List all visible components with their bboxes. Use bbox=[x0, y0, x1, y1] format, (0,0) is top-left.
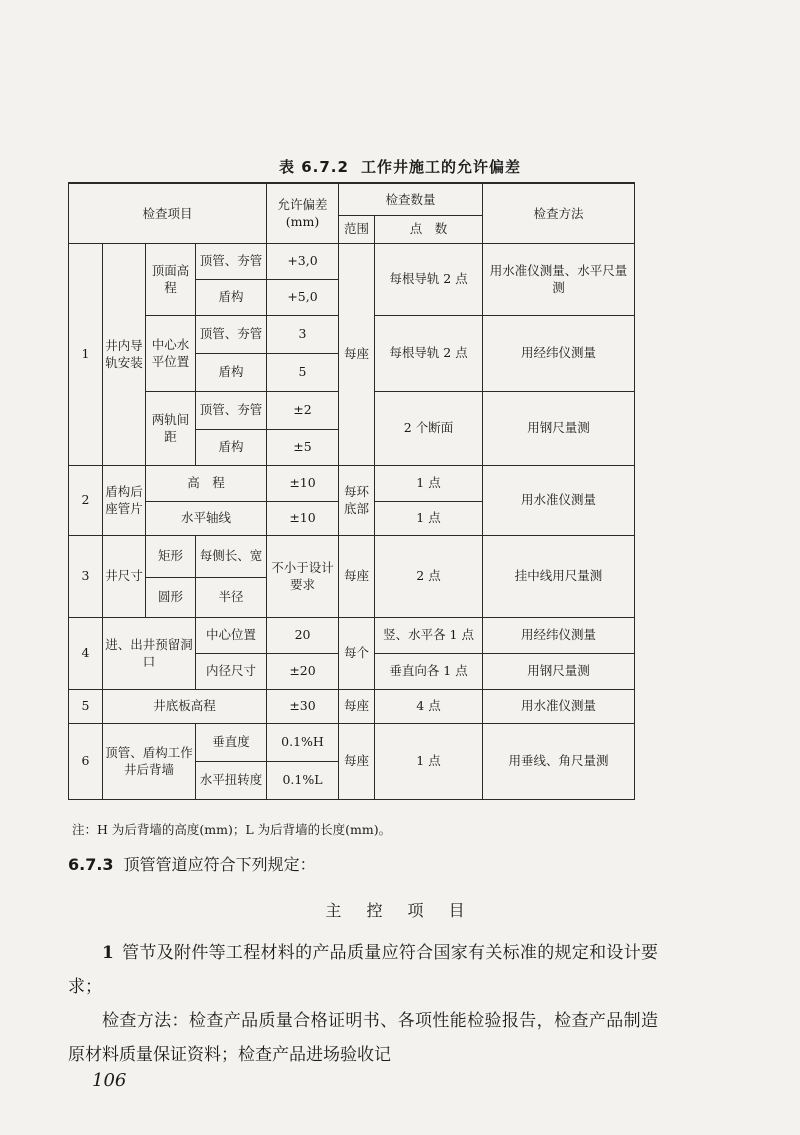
row2-points1: 1 点 bbox=[375, 465, 483, 501]
row1-gauge-pipe-tol: ±2 bbox=[267, 391, 339, 429]
row6-index: 6 bbox=[69, 723, 103, 799]
row1-center-shield-tol: 5 bbox=[267, 353, 339, 391]
row6-method: 用垂线、角尺量测 bbox=[483, 723, 635, 799]
row3-tol: 不小于设计要求 bbox=[267, 535, 339, 617]
header-tolerance bbox=[267, 183, 339, 243]
row4-method2: 用钢尺量测 bbox=[483, 653, 635, 689]
tolerance-table bbox=[68, 182, 635, 800]
row3-circle-sub: 半径 bbox=[196, 577, 267, 617]
row1-item: 井内导轨安装 bbox=[103, 243, 146, 465]
row5-method: 用水准仪测量 bbox=[483, 689, 635, 723]
row6-twist: 水平扭转度 bbox=[196, 761, 267, 799]
row6-item: 顶管、盾构工作井后背墙 bbox=[103, 723, 196, 799]
row5-index: 5 bbox=[69, 689, 103, 723]
row5-scope: 每座 bbox=[339, 689, 375, 723]
row3-scope: 每座 bbox=[339, 535, 375, 617]
paragraph-1-number: 1 bbox=[102, 943, 114, 963]
row2-elev-tol: ±10 bbox=[267, 465, 339, 501]
row1-gauge-pipe: 顶管、夯管 bbox=[196, 391, 267, 429]
row4-points2: 垂直向各 1 点 bbox=[375, 653, 483, 689]
section-heading bbox=[68, 852, 316, 875]
row4-method1: 用经纬仪测量 bbox=[483, 617, 635, 653]
row1-scope: 每座 bbox=[339, 243, 375, 465]
row2-elev: 高 程 bbox=[146, 465, 267, 501]
row1-center-pipe: 顶管、夯管 bbox=[196, 315, 267, 353]
row2-method: 用水准仪测量 bbox=[483, 465, 635, 535]
row3-index: 3 bbox=[69, 535, 103, 617]
row5-tol: ±30 bbox=[267, 689, 339, 723]
table-note: 注：H 为后背墙的高度(mm)；L 为后背墙的长度(mm)。 bbox=[72, 822, 392, 837]
row2-item: 盾构后座管片 bbox=[103, 465, 146, 535]
row1-center-points: 每根导轨 2 点 bbox=[375, 315, 483, 391]
row1-top-pipe: 顶管、夯管 bbox=[196, 243, 267, 279]
row3-circle: 圆形 bbox=[146, 577, 196, 617]
row1-gauge-method: 用钢尺量测 bbox=[483, 391, 635, 465]
row1-index: 1 bbox=[69, 243, 103, 465]
row3-item: 井尺寸 bbox=[103, 535, 146, 617]
section-number: 6.7.3 bbox=[68, 855, 114, 874]
row3-rect-sub: 每侧长、宽 bbox=[196, 535, 267, 577]
row4-center-tol: 20 bbox=[267, 617, 339, 653]
row6-vert: 垂直度 bbox=[196, 723, 267, 761]
row1-top-method: 用水准仪测量、水平尺量测 bbox=[483, 243, 635, 315]
paragraph-1-text: 管节及附件等工程材料的产品质量应符合国家有关标准的规定和设计要求； bbox=[68, 943, 658, 997]
row1-gauge-shield-tol: ±5 bbox=[267, 429, 339, 465]
row1-top-shield: 盾构 bbox=[196, 279, 267, 315]
header-points: 点 数 bbox=[375, 215, 483, 243]
row1-top-shield-tol: +5,0 bbox=[267, 279, 339, 315]
header-tolerance-unit: (mm) bbox=[285, 214, 320, 230]
row4-diam: 内径尺寸 bbox=[196, 653, 267, 689]
header-scope: 范围 bbox=[339, 215, 375, 243]
row2-index: 2 bbox=[69, 465, 103, 535]
row6-twist-tol: 0.1%L bbox=[267, 761, 339, 799]
header-method: 检查方法 bbox=[483, 183, 635, 243]
header-quantity: 检查数量 bbox=[339, 183, 483, 215]
paragraph-1 bbox=[68, 936, 658, 1004]
row1-top-label: 顶面高程 bbox=[146, 243, 196, 315]
row2-axis: 水平轴线 bbox=[146, 501, 267, 535]
row1-gauge-shield: 盾构 bbox=[196, 429, 267, 465]
row1-center-method: 用经纬仪测量 bbox=[483, 315, 635, 391]
row4-points1: 竖、水平各 1 点 bbox=[375, 617, 483, 653]
row3-rect: 矩形 bbox=[146, 535, 196, 577]
row4-diam-tol: ±20 bbox=[267, 653, 339, 689]
row4-index: 4 bbox=[69, 617, 103, 689]
row2-scope: 每环底部 bbox=[339, 465, 375, 535]
table-caption bbox=[0, 156, 800, 177]
row1-center-shield: 盾构 bbox=[196, 353, 267, 391]
row1-center-label: 中心水平位置 bbox=[146, 315, 196, 391]
row4-item: 进、出井预留洞口 bbox=[103, 617, 196, 689]
page-number: 106 bbox=[92, 1070, 127, 1091]
row1-center-pipe-tol: 3 bbox=[267, 315, 339, 353]
row1-top-pipe-tol: +3,0 bbox=[267, 243, 339, 279]
row1-gauge-label: 两轨间距 bbox=[146, 391, 196, 465]
row2-points2: 1 点 bbox=[375, 501, 483, 535]
row3-points: 2 点 bbox=[375, 535, 483, 617]
header-check-item: 检查项目 bbox=[69, 183, 267, 243]
row6-scope: 每座 bbox=[339, 723, 375, 799]
row5-points: 4 点 bbox=[375, 689, 483, 723]
row2-axis-tol: ±10 bbox=[267, 501, 339, 535]
row6-vert-tol: 0.1%H bbox=[267, 723, 339, 761]
row1-gauge-points: 2 个断面 bbox=[375, 391, 483, 465]
paragraph-2: 检查方法：检查产品质量合格证明书、各项性能检验报告，检查产品制造原材料质量保证资料；检查产品进场验收记 bbox=[68, 1011, 658, 1065]
row4-scope: 每个 bbox=[339, 617, 375, 689]
table-title: 工作井施工的允许偏差 bbox=[360, 158, 521, 176]
main-control-subtitle: 主 控 项 目 bbox=[325, 901, 475, 920]
row4-center: 中心位置 bbox=[196, 617, 267, 653]
row6-points: 1 点 bbox=[375, 723, 483, 799]
header-tolerance-label: 允许偏差 bbox=[277, 196, 328, 212]
row3-method: 挂中线用尺量测 bbox=[483, 535, 635, 617]
table-number: 表 6.7.2 bbox=[279, 158, 349, 176]
section-text: 顶管管道应符合下列规定： bbox=[123, 855, 316, 874]
row1-top-points: 每根导轨 2 点 bbox=[375, 243, 483, 315]
row5-item: 井底板高程 bbox=[103, 689, 267, 723]
